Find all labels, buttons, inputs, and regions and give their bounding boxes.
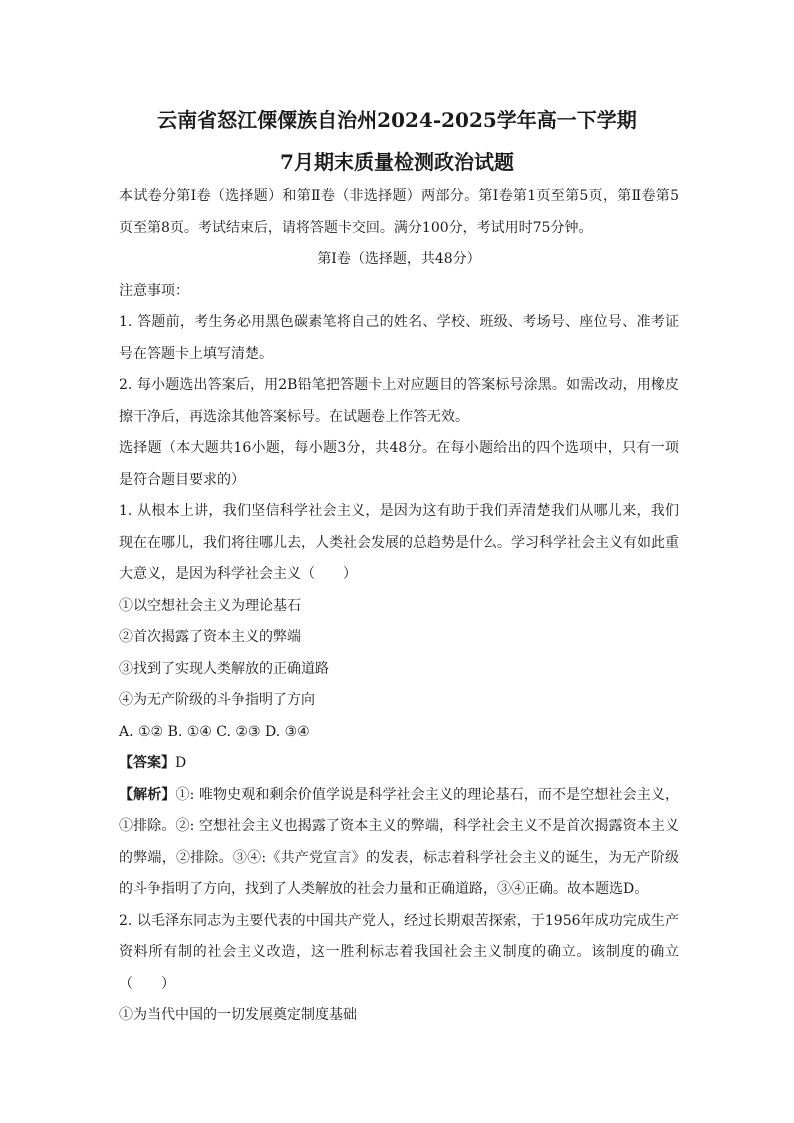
question-1-options: A. ①② B. ①④ C. ②③ D. ③④ [119,723,310,740]
question-2-item: ①为当代中国的一切发展奠定制度基础 [119,1007,357,1023]
answer-value: D [175,755,187,771]
note-item: 1. 答题前，考生务必用黑色碳素笔将自己的姓名、学校、班级、考场号、座位号、准考证号在答题卡上填写清楚。 [119,314,679,362]
question-1-answer [119,748,679,780]
question-1-item: ③找到了实现人类解放的正确道路 [119,660,329,677]
document-body [119,181,679,1032]
question-1-item: ①以空想社会主义为理论基石 [119,597,301,614]
question-1-item: ④为无产阶级的斗争指明了方向 [119,692,315,708]
notes-header: 注意事项： [119,282,189,299]
question-1-analysis [119,780,679,906]
answer-label: 【答案】 [119,755,175,771]
title-line-2: 7月期末质量检测政治试题 [280,150,514,174]
note-item: 2. 每小题选出答案后，用2B铅笔把答题卡上对应题目的答案标号涂黑。如需改动，用橡皮擦干净后，再选涂其他答案标号。在试题卷上作答无效。 [119,377,679,425]
analysis-text: ①: 唯物史观和剩余价值学说是科学社会主义的理论基石，而不是空想社会主义，①排除。②: 空想社会主义也揭露了资本主义的弊端，科学社会主义不是首次揭露资本主义的弊端，②排除。③④:《共产党宣言》的发表，标志着科学社会主义的诞生，为无产阶级的斗争指明了方向，找到了人类解放的社会力量和正确道路，③④正确。故本题选D。 [119,786,679,897]
intro-paragraph: 本试卷分第Ⅰ卷（选择题）和第Ⅱ卷（非选择题）两部分。第Ⅰ卷第1页至第5页，第Ⅱ卷第5页至第8页。考试结束后，请将答题卡交回。满分100分，考试用时75分钟。 [119,188,679,236]
analysis-label: 【解析】 [119,786,176,803]
question-1-stem: 1. 从根本上讲，我们坚信科学社会主义，是因为这有助于我们弄清楚我们从哪儿来，我们现在在哪儿，我们将往哪儿去，人类社会发展的总趋势是什么。学习科学社会主义有如此重大意义，是因为科学社会主义（ ） [119,503,679,582]
question-2-stem: 2. 以毛泽东同志为主要代表的中国共产党人，经过长期艰苦探索，于1956年成功完成生产资料所有制的社会主义改造，这一胜利标志着我国社会主义制度的确立。该制度的确立（ ） [119,912,679,992]
question-1-item: ②首次揭露了资本主义的弊端 [119,629,301,645]
section-header: 第Ⅰ卷（选择题，共48分） [317,251,481,267]
choice-instruction: 选择题（本大题共16小题，每小题3分，共48分。在每小题给出的四个选项中，只有一项是符合题目要求的） [119,440,679,488]
title-line-1: 云南省怒江傈僳族自治州2024-2025学年高一下学期 [157,108,637,132]
